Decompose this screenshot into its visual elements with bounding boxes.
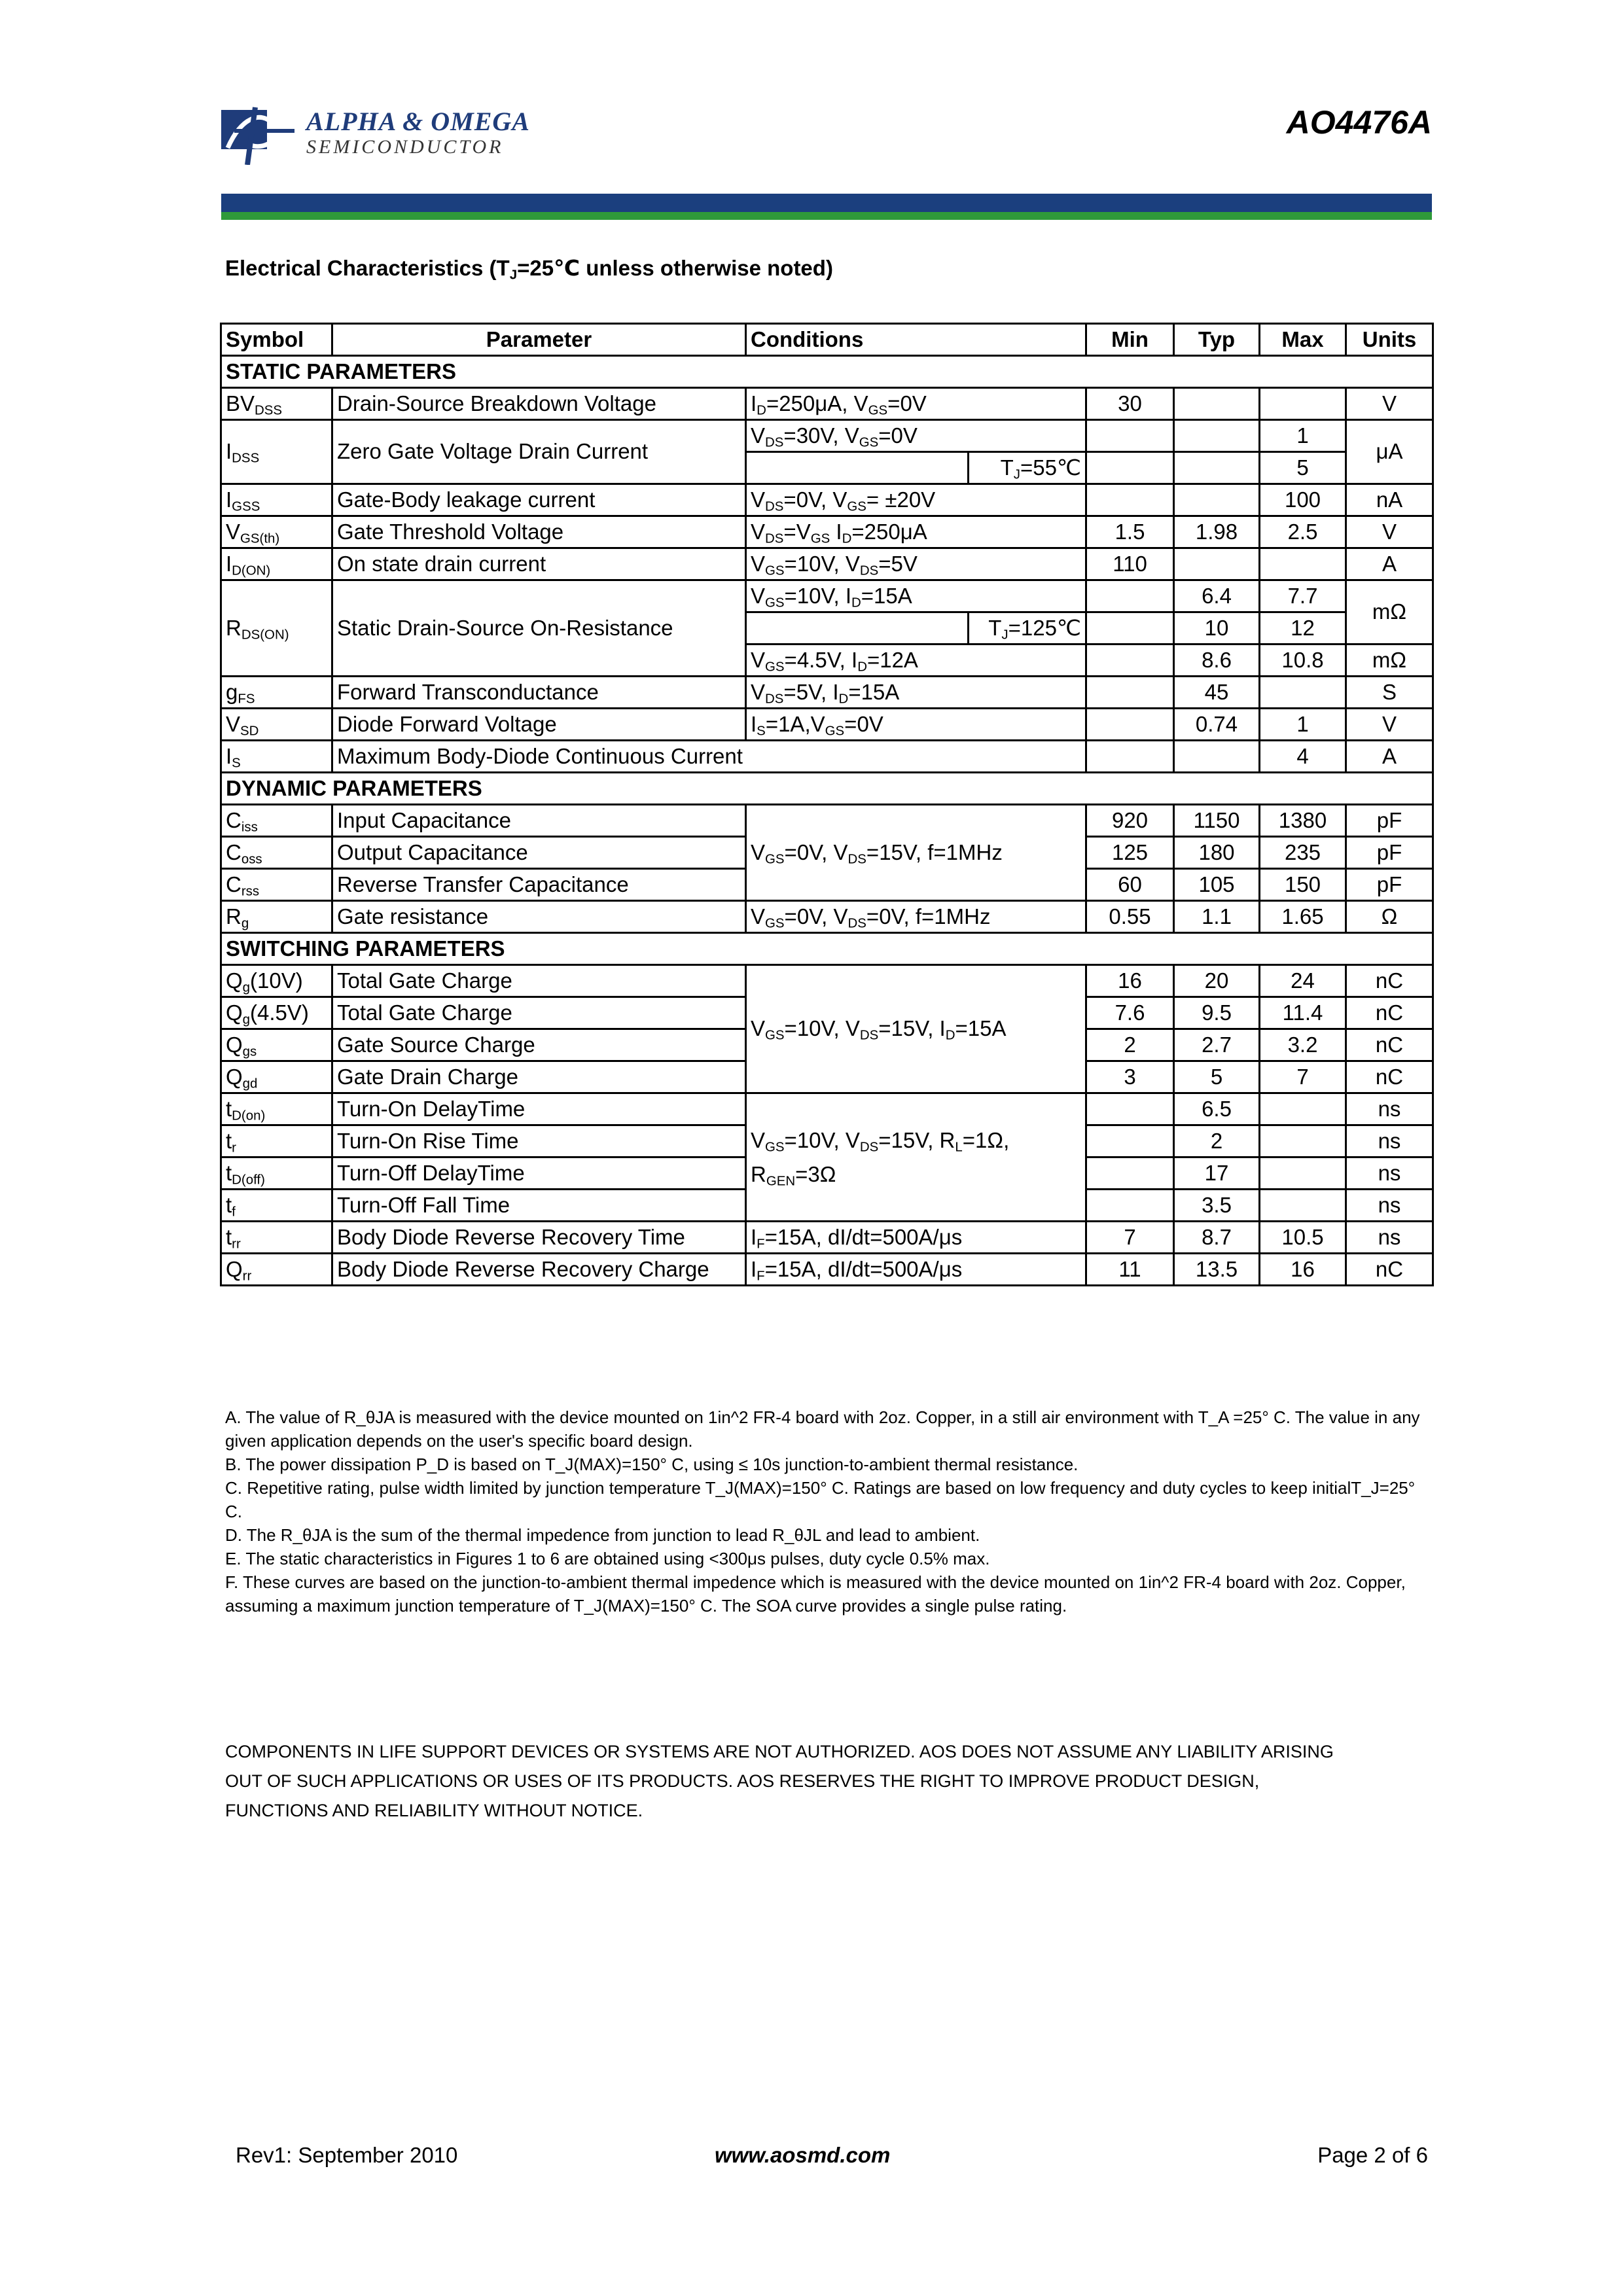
min-cell [1086, 452, 1174, 484]
max-cell [1260, 677, 1346, 709]
typ-cell: 6.5 [1174, 1093, 1260, 1125]
min-cell: 2 [1086, 1029, 1174, 1061]
disclaimer-line: FUNCTIONS AND RELIABILITY WITHOUT NOTICE. [225, 1801, 643, 1820]
symbol-cell: $Q_g(4.5V)$ [221, 997, 332, 1029]
page-number: Page 2 of 6 [1317, 2143, 1428, 2167]
typ-cell: 3.5 [1174, 1190, 1260, 1222]
typ-cell: 17 [1174, 1157, 1260, 1190]
symbol-cell: $V_{GS(th)}$ [221, 516, 332, 548]
typ-cell: 10 [1174, 612, 1260, 645]
typ-cell [1174, 388, 1260, 420]
section-static: STATIC PARAMETERS [221, 356, 1433, 388]
conditions-cell: $V_{DS}=V_{GS}$ $I_D=250\mu A$ [746, 516, 1086, 548]
typ-cell: 1.1 [1174, 901, 1260, 933]
symbol-cell: $V_{SD}$ [221, 709, 332, 741]
max-cell: 2.5 [1260, 516, 1346, 548]
unit-cell: A [1346, 548, 1433, 580]
table-row [221, 548, 1433, 580]
conditions-cell: $V_{GS}=0V$, $V_{DS}=15V$, f=1MHz [746, 805, 1086, 901]
min-cell [1086, 484, 1174, 516]
typ-cell: 8.7 [1174, 1222, 1260, 1254]
typ-cell: 1150 [1174, 805, 1260, 837]
section-row [221, 773, 1433, 805]
max-cell: 12 [1260, 612, 1346, 645]
section-switching: SWITCHING PARAMETERS [221, 933, 1433, 965]
max-cell [1260, 1157, 1346, 1190]
footnotes [225, 1405, 1423, 1617]
header-color-bar [221, 194, 1432, 220]
min-cell: 920 [1086, 805, 1174, 837]
typ-cell [1174, 741, 1260, 773]
max-cell: 150 [1260, 869, 1346, 901]
min-cell: 0.55 [1086, 901, 1174, 933]
typ-cell: 0.74 [1174, 709, 1260, 741]
parameter-cell: Drain-Source Breakdown Voltage [332, 388, 746, 420]
parameter-cell: Turn-On DelayTime [332, 1093, 746, 1125]
conditions-cell: $I_F=15A$, dI/dt=500A/μs [746, 1254, 1086, 1286]
parameter-cell: Body Diode Reverse Recovery Time [332, 1222, 746, 1254]
parameter-cell: Input Capacitance [332, 805, 746, 837]
typ-cell: 20 [1174, 965, 1260, 997]
max-cell: 24 [1260, 965, 1346, 997]
typ-cell: 6.4 [1174, 580, 1260, 612]
parameter-cell: Turn-On Rise Time [332, 1125, 746, 1157]
max-cell: 1 [1260, 420, 1346, 452]
header-parameter: Parameter [332, 324, 746, 356]
conditions-cell: $I_F=15A$, dI/dt=500A/μs [746, 1222, 1086, 1254]
unit-cell: ns [1346, 1125, 1433, 1157]
min-cell: 3 [1086, 1061, 1174, 1093]
table-row [221, 580, 1433, 612]
unit-cell: ns [1346, 1222, 1433, 1254]
parameter-cell: Body Diode Reverse Recovery Charge [332, 1254, 746, 1286]
typ-cell: 105 [1174, 869, 1260, 901]
symbol-cell: $t_f$ [221, 1190, 332, 1222]
footnote-a: A. The value of R_θJA is measured with the device mounted on 1in^2 FR-4 board with 2oz. Copper, in a still air environment with T_A =25° C. The value in any given application depends on the user's specific board design. [225, 1407, 1420, 1451]
typ-cell [1174, 548, 1260, 580]
symbol-cell: $Q_g(10V)$ [221, 965, 332, 997]
symbol-cell: $R_g$ [221, 901, 332, 933]
min-cell [1086, 1190, 1174, 1222]
conditions-blank [746, 452, 969, 484]
unit-cell: pF [1346, 837, 1433, 869]
header-bar-blue [221, 194, 1432, 212]
min-cell [1086, 420, 1174, 452]
symbol-cell: $I_{D(ON)}$ [221, 548, 332, 580]
typ-cell: 5 [1174, 1061, 1260, 1093]
part-number: AO4476A [1286, 104, 1432, 141]
header-units: Units [1346, 324, 1433, 356]
max-cell: 7.7 [1260, 580, 1346, 612]
disclaimer-line: COMPONENTS IN LIFE SUPPORT DEVICES OR SYSTEMS ARE NOT AUTHORIZED. AOS DOES NOT ASSUME ANY LIABILITY ARISING [225, 1742, 1334, 1761]
section-title [225, 255, 833, 281]
parameter-cell: Maximum Body-Diode Continuous Current [332, 741, 1086, 773]
table-row [221, 741, 1433, 773]
footnote-d: D. The R_θJA is the sum of the thermal impedence from junction to lead R_θJL and lead to ambient. [225, 1525, 980, 1545]
symbol-cell: $g_{FS}$ [221, 677, 332, 709]
table-row [221, 484, 1433, 516]
conditions-cell: $V_{GS}=10V$, $I_D=15A$ [746, 580, 1086, 612]
parameter-cell: Total Gate Charge [332, 965, 746, 997]
max-cell: 11.4 [1260, 997, 1346, 1029]
parameter-cell: Gate Threshold Voltage [332, 516, 746, 548]
table-header-row [221, 324, 1433, 356]
parameter-cell: Output Capacitance [332, 837, 746, 869]
section-title-sub: J [509, 267, 518, 283]
typ-cell: 1.98 [1174, 516, 1260, 548]
unit-cell: nC [1346, 1254, 1433, 1286]
unit-cell: pF [1346, 869, 1433, 901]
unit-cell: mΩ [1346, 645, 1433, 677]
max-cell [1260, 548, 1346, 580]
header-symbol: Symbol [221, 324, 332, 356]
min-cell: 30 [1086, 388, 1174, 420]
section-title-prefix: Electrical Characteristics (T [225, 256, 510, 280]
unit-cell: pF [1346, 805, 1433, 837]
min-cell [1086, 580, 1174, 612]
footnote-e: E. The static characteristics in Figures 1 to 6 are obtained using <300μs pulses, duty cycle 0.5% max. [225, 1549, 990, 1568]
min-cell [1086, 741, 1174, 773]
max-cell: 235 [1260, 837, 1346, 869]
conditions-cell: $V_{DS}=30V$, $V_{GS}=0V$ [746, 420, 1086, 452]
unit-cell: ns [1346, 1157, 1433, 1190]
min-cell [1086, 1125, 1174, 1157]
table-row [221, 677, 1433, 709]
symbol-cell: $C_{oss}$ [221, 837, 332, 869]
conditions-cell: $I_S=1A,V_{GS}=0V$ [746, 709, 1086, 741]
symbol-cell: $Q_{rr}$ [221, 1254, 332, 1286]
disclaimer [225, 1737, 1436, 1826]
max-cell [1260, 1125, 1346, 1157]
unit-cell: nC [1346, 1029, 1433, 1061]
max-cell [1260, 1093, 1346, 1125]
section-row [221, 356, 1433, 388]
min-cell [1086, 1157, 1174, 1190]
header-max: Max [1260, 324, 1346, 356]
header-typ: Typ [1174, 324, 1260, 356]
max-cell: 10.5 [1260, 1222, 1346, 1254]
company-logo [221, 103, 548, 169]
section-row [221, 933, 1433, 965]
table-row [221, 965, 1433, 997]
unit-cell: nC [1346, 965, 1433, 997]
unit-cell: V [1346, 388, 1433, 420]
table-row [221, 516, 1433, 548]
revision-text: Rev1: September 2010 [236, 2143, 458, 2167]
symbol-cell: $Q_{gs}$ [221, 1029, 332, 1061]
unit-cell: V [1346, 709, 1433, 741]
conditions-blank [746, 612, 969, 645]
max-cell: 1.65 [1260, 901, 1346, 933]
unit-cell: V [1346, 516, 1433, 548]
symbol-cell: $t_{D(off)}$ [221, 1157, 332, 1190]
max-cell: 1380 [1260, 805, 1346, 837]
min-cell: 11 [1086, 1254, 1174, 1286]
conditions-cell: $I_D=250\mu A$, $V_{GS}=0V$ [746, 388, 1086, 420]
unit-cell: ns [1346, 1093, 1433, 1125]
min-cell [1086, 645, 1174, 677]
conditions-cell: $V_{DS}=0V$, $V_{GS}= \pm 20V$ [746, 484, 1086, 516]
symbol-cell: $C_{iss}$ [221, 805, 332, 837]
typ-cell [1174, 420, 1260, 452]
min-cell: 110 [1086, 548, 1174, 580]
unit-cell: A [1346, 741, 1433, 773]
parameter-cell: Gate Source Charge [332, 1029, 746, 1061]
conditions-cell: $V_{GS}=10V$, $V_{DS}=15V$, $I_D=15A$ [746, 965, 1086, 1093]
max-cell [1260, 1190, 1346, 1222]
table-row [221, 901, 1433, 933]
table-row [221, 420, 1433, 452]
footnote-f: F. These curves are based on the junction-to-ambient thermal impedence which is measured with the device mounted on 1in^2 FR-4 board with 2oz. Copper, assuming a maximum junction temperature of T_J(MAX)=150° C. The SOA curve provides a single pulse rating. [225, 1572, 1406, 1616]
conditions-cell: $V_{DS}=5V$, $I_D=15A$ [746, 677, 1086, 709]
typ-cell: 45 [1174, 677, 1260, 709]
max-cell: 4 [1260, 741, 1346, 773]
min-cell: 1.5 [1086, 516, 1174, 548]
min-cell [1086, 709, 1174, 741]
parameter-cell: Reverse Transfer Capacitance [332, 869, 746, 901]
parameter-cell: Gate-Body leakage current [332, 484, 746, 516]
symbol-cell: $I_{DSS}$ [221, 420, 332, 484]
min-cell: 7 [1086, 1222, 1174, 1254]
unit-cell: Ω [1346, 901, 1433, 933]
typ-cell: 9.5 [1174, 997, 1260, 1029]
header-min: Min [1086, 324, 1174, 356]
min-cell: 7.6 [1086, 997, 1174, 1029]
electrical-characteristics-table [220, 323, 1434, 1286]
parameter-cell: Zero Gate Voltage Drain Current [332, 420, 746, 484]
section-dynamic: DYNAMIC PARAMETERS [221, 773, 1433, 805]
symbol-cell: $t_{D(on)}$ [221, 1093, 332, 1125]
parameter-cell: Static Drain-Source On-Resistance [332, 580, 746, 677]
footnote-c: C. Repetitive rating, pulse width limited by junction temperature T_J(MAX)=150° C. Ratings are based on low frequency and duty cycles to keep initialT_J=25° C. [225, 1478, 1416, 1521]
min-cell: 60 [1086, 869, 1174, 901]
parameter-cell: Gate resistance [332, 901, 746, 933]
max-cell: 100 [1260, 484, 1346, 516]
symbol-cell: $Q_{gd}$ [221, 1061, 332, 1093]
symbol-cell: $R_{DS(ON)}$ [221, 580, 332, 677]
symbol-cell: $t_{rr}$ [221, 1222, 332, 1254]
conditions-cell: $V_{GS}=10V$, $V_{DS}=15V$, $R_L=1\Omega$, $R_{GEN}=3\Omega$ [746, 1093, 1086, 1222]
typ-cell: 180 [1174, 837, 1260, 869]
min-cell [1086, 1093, 1174, 1125]
parameter-cell: Turn-Off DelayTime [332, 1157, 746, 1190]
conditions-cell: $V_{GS}=4.5V$, $I_D=12A$ [746, 645, 1086, 677]
symbol-cell: $BV_{DSS}$ [221, 388, 332, 420]
max-cell: 3.2 [1260, 1029, 1346, 1061]
max-cell [1260, 388, 1346, 420]
symbol-cell: $I_S$ [221, 741, 332, 773]
conditions-cell: $V_{GS}=0V$, $V_{DS}=0V$, f=1MHz [746, 901, 1086, 933]
unit-cell: μA [1346, 420, 1433, 484]
typ-cell [1174, 452, 1260, 484]
symbol-cell: $C_{rss}$ [221, 869, 332, 901]
header-bar-green [221, 212, 1432, 220]
footnote-b: B. The power dissipation P_D is based on T_J(MAX)=150° C, using ≤ 10s junction-to-ambient thermal resistance. [225, 1455, 1079, 1474]
logo-name-line1: ALPHA & OMEGA [306, 107, 530, 136]
table-row [221, 1222, 1433, 1254]
parameter-cell: Forward Transconductance [332, 677, 746, 709]
disclaimer-line: OUT OF SUCH APPLICATIONS OR USES OF ITS PRODUCTS. AOS RESERVES THE RIGHT TO IMPROVE PRODUCT DESIGN, [225, 1771, 1260, 1791]
parameter-cell: On state drain current [332, 548, 746, 580]
typ-cell: 8.6 [1174, 645, 1260, 677]
parameter-cell: Total Gate Charge [332, 997, 746, 1029]
min-cell: 125 [1086, 837, 1174, 869]
table-row [221, 709, 1433, 741]
min-cell: 16 [1086, 965, 1174, 997]
table-row [221, 1254, 1433, 1286]
typ-cell: 13.5 [1174, 1254, 1260, 1286]
table-row [221, 388, 1433, 420]
header-conditions: Conditions [746, 324, 1086, 356]
symbol-cell: $I_{GSS}$ [221, 484, 332, 516]
typ-cell: 2 [1174, 1125, 1260, 1157]
max-cell: 7 [1260, 1061, 1346, 1093]
max-cell: 16 [1260, 1254, 1346, 1286]
max-cell: 10.8 [1260, 645, 1346, 677]
conditions-tj-cell: $T_J=125℃$ [969, 612, 1086, 645]
section-title-suffix: =25℃ unless otherwise noted) [517, 256, 833, 280]
aos-logo-icon [221, 105, 298, 165]
typ-cell: 2.7 [1174, 1029, 1260, 1061]
unit-cell: S [1346, 677, 1433, 709]
conditions-tj-cell: $T_J=55℃$ [969, 452, 1086, 484]
unit-cell: nA [1346, 484, 1433, 516]
parameter-cell: Diode Forward Voltage [332, 709, 746, 741]
parameter-cell: Gate Drain Charge [332, 1061, 746, 1093]
unit-cell: nC [1346, 1061, 1433, 1093]
logo-name-line2: SEMICONDUCTOR [306, 136, 504, 158]
parameter-cell: Turn-Off Fall Time [332, 1190, 746, 1222]
typ-cell [1174, 484, 1260, 516]
unit-cell: mΩ [1346, 580, 1433, 645]
unit-cell: ns [1346, 1190, 1433, 1222]
symbol-cell: $t_r$ [221, 1125, 332, 1157]
min-cell [1086, 677, 1174, 709]
table-row [221, 1093, 1433, 1125]
conditions-cell: $V_{GS}=10V$, $V_{DS}=5V$ [746, 548, 1086, 580]
min-cell [1086, 612, 1174, 645]
unit-cell: nC [1346, 997, 1433, 1029]
max-cell: 1 [1260, 709, 1346, 741]
max-cell: 5 [1260, 452, 1346, 484]
table-row [221, 805, 1433, 837]
website-link[interactable]: www.aosmd.com [715, 2143, 891, 2167]
